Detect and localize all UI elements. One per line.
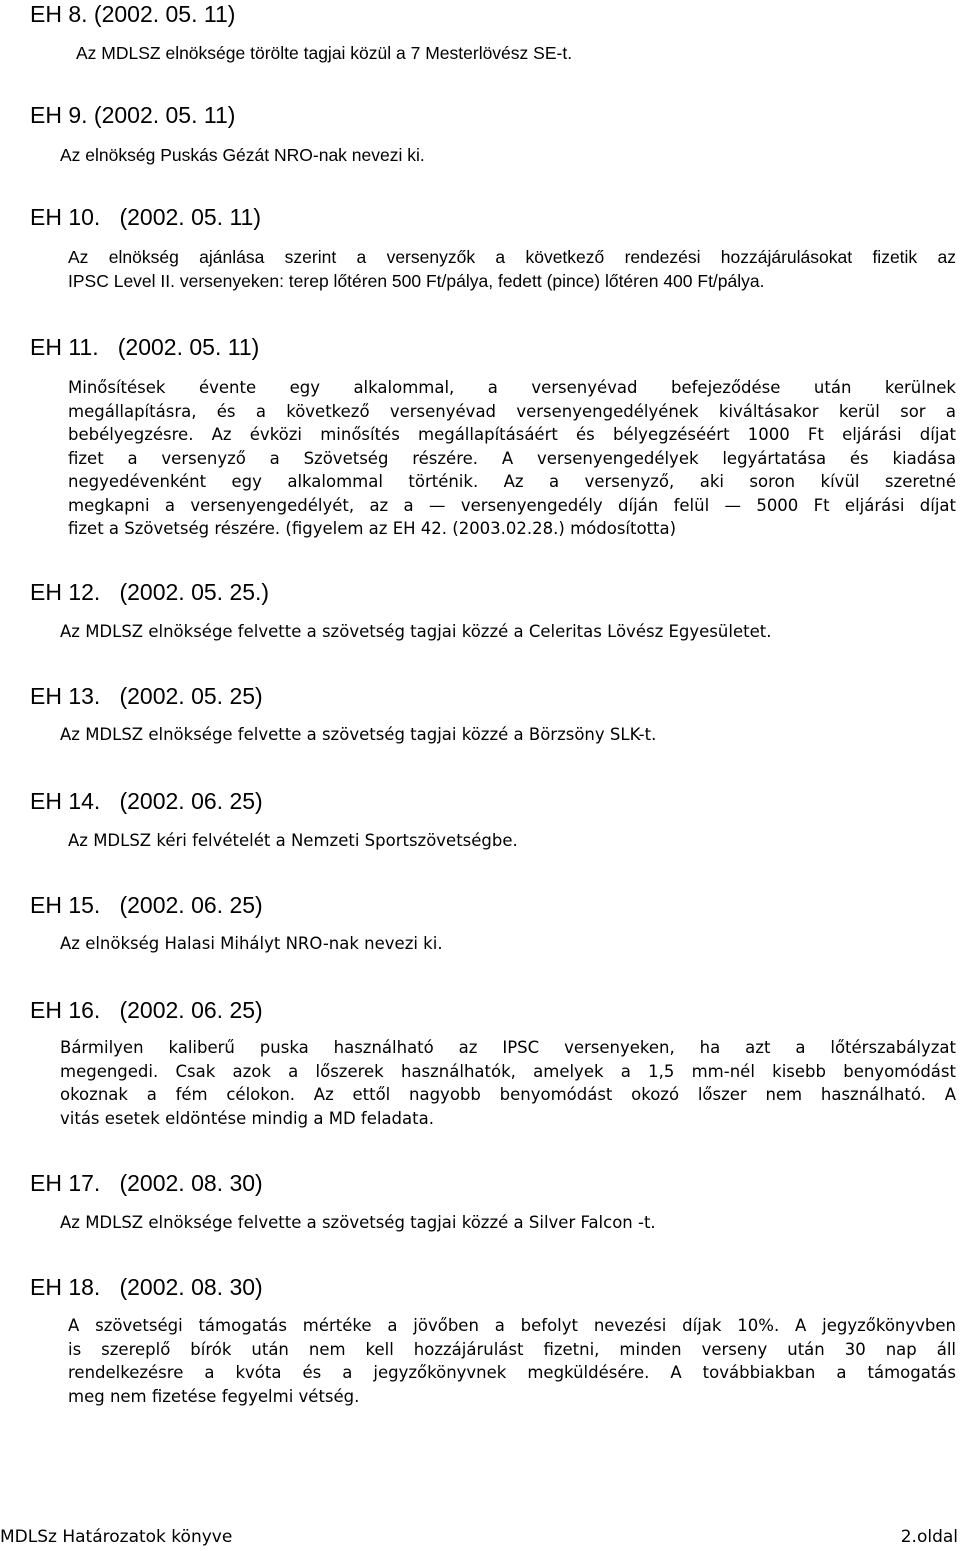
entry-text xyxy=(60,620,950,644)
entry-text xyxy=(60,723,950,747)
entry-line: Minősítések évente egy alkalommal, a versenyévad befejeződése után kerülnek xyxy=(68,378,956,397)
entry-header: EH 13. (2002. 05. 25) xyxy=(30,683,263,709)
entry-text xyxy=(76,42,676,66)
entry-line: bebélyegzésre. Az évközi minősítés megállapításáért és bélyegzéséért 1000 Ft eljárási díjat xyxy=(68,425,956,444)
entry-line: rendelkezésre a kvóta és a jegyzőkönyvnek megküldésére. A továbbiakban a támogatás xyxy=(68,1363,956,1382)
entry-line: Az elnökség Halasi Mihályt NRO-nak nevezi ki. xyxy=(60,934,443,953)
entry-header: EH 10. (2002. 05. 11) xyxy=(30,204,261,230)
entry-text xyxy=(68,829,948,853)
page-footer xyxy=(0,1526,960,1548)
entry-header: EH 17. (2002. 08. 30) xyxy=(30,1170,263,1196)
entry-text xyxy=(60,932,940,956)
entry-text xyxy=(60,1036,956,1130)
entry-line: Az MDLSZ elnöksége felvette a szövetség tagjai közzé a Celeritas Lövész Egyesületet. xyxy=(60,622,772,641)
entry-line: Az elnökség Puskás Gézát NRO-nak nevezi ki. xyxy=(60,145,425,165)
entry-line: Bármilyen kaliberű puska használható az IPSC versenyeken, ha azt a lőtérszabályzat xyxy=(60,1038,956,1057)
entry-line: meg nem fizetése fegyelmi vétség. xyxy=(68,1386,360,1406)
entry-text xyxy=(68,1314,956,1408)
entry-line: negyedévenként egy alkalommal történik. Az a versenyző, aki soron kívül szeretné xyxy=(68,472,956,491)
entry-line: IPSC Level II. versenyeken: terep lőtéren 500 Ft/pálya, fedett (pince) lőtéren 400 Ft/pálya. xyxy=(68,270,765,291)
entry-line: megkapni a versenyengedélyét, az a — versenyengedély díján felül — 5000 Ft eljárási díjat xyxy=(68,495,956,515)
entry-line: Az MDLSZ elnöksége felvette a szövetség tagjai közzé a Börzsöny SLK-t. xyxy=(60,725,657,744)
entry-line: A szövetségi támogatás mértéke a jövőben a befolyt nevezési díjak 10%. A jegyzőkönyvben xyxy=(68,1316,956,1335)
entry-header: EH 18. (2002. 08. 30) xyxy=(30,1274,263,1300)
entry-text xyxy=(68,376,956,541)
entry-text xyxy=(60,1211,940,1235)
footer-page-number: 2.oldal xyxy=(900,1527,958,1547)
entry-line: fizet a Szövetség részére. (figyelem az EH 42. (2003.02.28.) módosította) xyxy=(68,519,677,538)
entry-text xyxy=(68,246,956,293)
entry-line: vitás esetek eldöntése mindig a MD feladata. xyxy=(60,1108,434,1128)
entry-line: Az MDLSZ kéri felvételét a Nemzeti Sportszövetségbe. xyxy=(68,831,518,850)
entry-text xyxy=(60,144,660,168)
entry-header: EH 11. (2002. 05. 11) xyxy=(30,334,260,360)
entry-header: EH 9. (2002. 05. 11) xyxy=(30,102,236,128)
entry-header: EH 14. (2002. 06. 25) xyxy=(30,788,263,814)
entry-line: Az MDLSZ elnöksége törölte tagjai közül a 7 Mesterlövész SE-t. xyxy=(76,43,573,63)
entry-line: fizet a versenyző a Szövetség részére. A versenyengedélyek legyártatása és kiadása xyxy=(68,448,956,468)
entry-line: megengedi. Csak azok a lőszerek használhatók, amelyek a 1,5 mm-nél kisebb benyomódást xyxy=(60,1061,956,1081)
entry-header: EH 8. (2002. 05. 11) xyxy=(30,1,236,27)
entry-header: EH 15. (2002. 06. 25) xyxy=(30,892,263,918)
entry-line: Az elnökség ajánlása szerint a versenyzők a következő rendezési hozzájárulásokat fizetik az xyxy=(68,247,956,267)
entry-line: okoznak a fém célokon. Az ettől nagyobb benyomódást okozó lőszer nem használható. A xyxy=(60,1085,956,1104)
entry-line: Az MDLSZ elnöksége felvette a szövetség tagjai közzé a Silver Falcon -t. xyxy=(60,1213,656,1232)
entry-header: EH 12. (2002. 05. 25.) xyxy=(30,579,270,605)
entry-header: EH 16. (2002. 06. 25) xyxy=(30,997,263,1023)
footer-document-title: MDLSz Határozatok könyve xyxy=(0,1527,233,1547)
entry-line: is szereplő bírók után nem kell hozzájárulást fizetni, minden verseny után 30 nap áll xyxy=(68,1339,956,1359)
entry-line: megállapításra, és a következő versenyévad versenyengedélyének kiváltásakor kerül sor a xyxy=(68,401,956,421)
